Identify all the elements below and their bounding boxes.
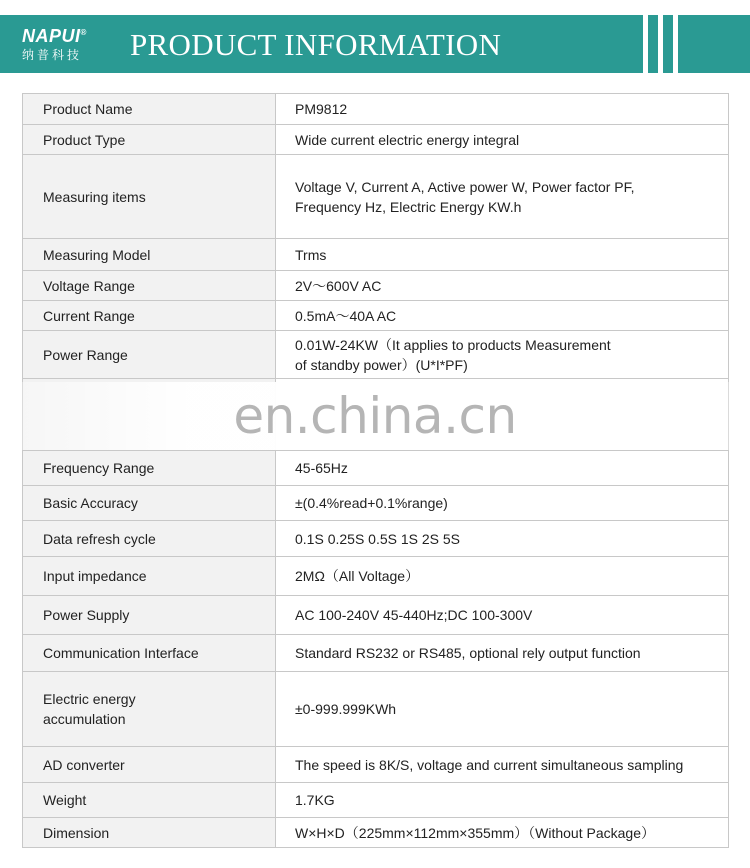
row-value: 45-65Hz: [276, 451, 729, 486]
table-row: [23, 155, 729, 239]
table-row: [23, 596, 729, 635]
row-label: Voltage Range: [23, 271, 276, 301]
row-label: Frequency Range: [23, 451, 276, 486]
table-row: [23, 301, 729, 331]
row-value: Wide current electric energy integral: [276, 125, 729, 155]
banner-stripe: [643, 15, 648, 73]
row-value: ±(0.4%read+0.1%range): [276, 486, 729, 521]
row-label: Data refresh cycle: [23, 521, 276, 557]
banner-stripe: [658, 15, 663, 73]
brand-logo: [22, 23, 87, 64]
table-row: [23, 271, 729, 301]
row-value: Voltage V, Current A, Active power W, Power factor PF, Frequency Hz, Electric Energy KW.h: [276, 155, 729, 239]
row-label: AD converter: [23, 747, 276, 783]
row-value: Standard RS232 or RS485, optional rely output function: [276, 635, 729, 672]
row-label: Communication Interface: [23, 635, 276, 672]
header-banner: [0, 15, 750, 73]
row-value: 2MΩ（All Voltage）: [276, 557, 729, 596]
row-label: Weight: [23, 783, 276, 818]
table-row: [23, 125, 729, 155]
table-row: [23, 239, 729, 271]
table-row: [23, 521, 729, 557]
table-row: [23, 672, 729, 747]
table-row: [23, 557, 729, 596]
row-value: The speed is 8K/S, voltage and current simultaneous sampling: [276, 747, 729, 783]
row-label: Basic Accuracy: [23, 486, 276, 521]
row-value: Trms: [276, 239, 729, 271]
registered-mark: ®: [80, 28, 87, 37]
table-row: [23, 331, 729, 379]
table-row: [23, 747, 729, 783]
row-label: Current Range: [23, 301, 276, 331]
row-label: Dimension: [23, 818, 276, 848]
row-label: Power Range: [23, 331, 276, 379]
banner-stripe: [673, 15, 678, 73]
row-value: 2V～600V AC: [276, 271, 729, 301]
row-value: 0.1S 0.25S 0.5S 1S 2S 5S: [276, 521, 729, 557]
row-label: Electric energy accumulation: [23, 672, 276, 747]
row-value: W×H×D（225mm×112mm×355mm）（Without Package）: [276, 818, 729, 848]
table-row: [23, 635, 729, 672]
row-value: 0.5mA～40A AC: [276, 301, 729, 331]
row-value: 1.7KG: [276, 783, 729, 818]
spec-table: [22, 93, 729, 848]
watermark-band: [0, 382, 750, 450]
watermark-text: en.china.cn: [233, 387, 517, 445]
row-value: ±0-999.999KWh: [276, 672, 729, 747]
row-label: Product Name: [23, 94, 276, 125]
table-row: [23, 451, 729, 486]
row-value: 0.01W-24KW（It applies to products Measurement of standby power）(U*I*PF): [276, 331, 729, 379]
brand-chinese-name: 纳普科技: [22, 48, 83, 62]
row-label: Measuring items: [23, 155, 276, 239]
table-row: [23, 783, 729, 818]
table-row: [23, 818, 729, 848]
row-label: Power Supply: [23, 596, 276, 635]
row-value: PM9812: [276, 94, 729, 125]
table-row: [23, 94, 729, 125]
brand-name: NAPUI: [22, 26, 81, 46]
row-label: Measuring Model: [23, 239, 276, 271]
row-label: Input impedance: [23, 557, 276, 596]
page-title: PRODUCT INFORMATION: [130, 27, 502, 62]
table-row: [23, 486, 729, 521]
row-value: AC 100-240V 45-440Hz;DC 100-300V: [276, 596, 729, 635]
row-label: Product Type: [23, 125, 276, 155]
